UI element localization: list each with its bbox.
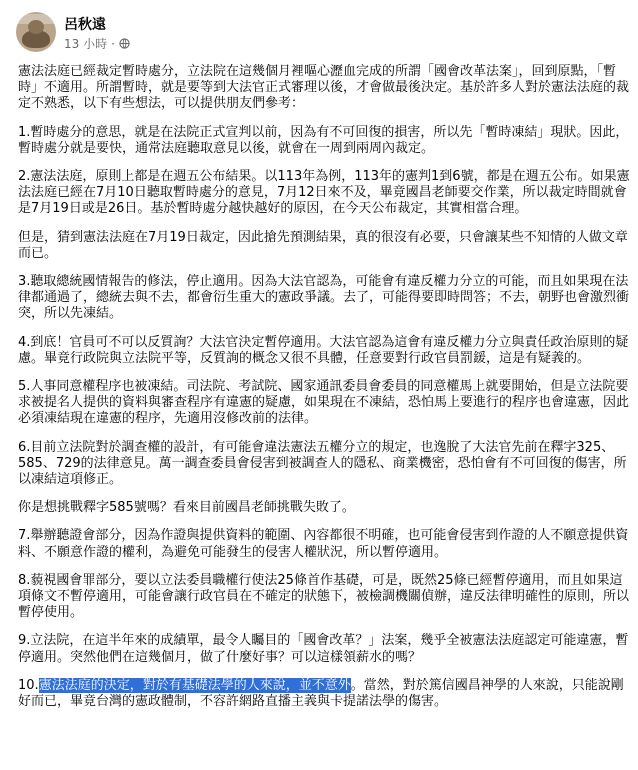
post-paragraph-intro: 憲法法庭已經裁定暫時處分，立法院在這幾個月裡嘔心瀝血完成的所謂「國會改革法案」，回到原點，「暫時」不適用。所謂暫時，就是要等到大法官正式審理以後，才會做最後決定。基於許多人對於憲法法庭的裁定不熟悉，以下有些想法，可以提供朋友們參考： bbox=[18, 64, 630, 112]
post-paragraph-3: 3.聽取總統國情報告的修法，停止適用。因為大法官認為，可能會有違反權力分立的可能，而且如果現在法律都通過了，總統去與不去，都會衍生重大的憲政爭議。去了，可能得要即時問答；不去，朝野也會激烈衝突，所以先凍結。 bbox=[18, 274, 630, 322]
post-paragraph-10 bbox=[18, 678, 630, 710]
post-paragraph-2: 2.憲法法庭，原則上都是在週五公布結果。以113年為例，113年的憲判1到6號，都是在週五公布。如果憲法法庭已經在7月10日聽取暫時處分的意見，7月12日來不及，畢竟國昌老師要交作業，所以裁定時間就會是7月19日或是26日。基於暫時處分越快越好的原因，在今天公布裁定，其實相當合理。 bbox=[18, 169, 630, 217]
post-paragraph-6: 6.目前立法院對於調查權的設計，有可能會違法憲法五權分立的規定，也逸脫了大法官先前在釋字325、585、729的法律意見。萬一調查委員會侵害到被調查人的隱私、商業機密，恐怕會有不可回復的傷害，所以凍結這項修正。 bbox=[18, 439, 627, 488]
paragraph-rest: 。當然，對於篤信國昌神學的人來說，只能說剛好而已，畢竟台灣的憲政體制，不容許網路直播主義與卡提諾法學的傷害。 bbox=[18, 677, 624, 710]
selected-text[interactable]: 憲法法庭的決定，對於有基礎法學的人來說，並不意外 bbox=[38, 677, 351, 693]
avatar[interactable] bbox=[16, 12, 56, 52]
post-paragraph-1: 1.暫時處分的意思，就是在法院正式宣判以前，因為有不可回復的損害，所以先「暫時凍結」現狀。因此，暫時處分就是要快，通常法庭聽取意見以後，就會在一周到兩周內裁定。 bbox=[18, 124, 629, 156]
post-paragraph-5: 5.人事同意權程序也被凍結。司法院、考試院、國家通訊委員會委員的同意權馬上就要開始，但是立法院要求被提名人提供的資料與審查程序有違憲的疑慮，如果現在不凍結，恐怕馬上要進行的程序也會違憲，因此必須凍結現在違憲的程序，先適用沒修改前的法律。 bbox=[18, 379, 630, 427]
post-paragraph-comment: 但是，猜到憲法法庭在7月19日裁定，因此搶先預測結果，真的很沒有必要，只會讓某些不知情的人做文章而已。 bbox=[18, 229, 628, 261]
globe-icon[interactable] bbox=[119, 38, 130, 49]
post-meta bbox=[64, 35, 130, 52]
post-paragraph-4: 4.到底！官員可不可以反質詢？大法官決定暫停適用。大法官認為這會有違反權力分立與責任政治原則的疑慮。畢竟行政院與立法院平等，反質詢的概念又很不具體，任意要對行政官員罰鍰，這是有疑義的。 bbox=[18, 334, 629, 366]
post-paragraph-9: 9.立法院，在這半年來的成績單，最令人矚目的「國會改革？」法案，幾乎全被憲法法庭認定可能違憲，暫停適用。突然他們在這幾個月，做了什麼好事？可以這樣領薪水的嗎？ bbox=[18, 633, 629, 665]
meta-separator: · bbox=[111, 36, 115, 51]
post-paragraph-585: 你是想挑戰釋字585號嗎？看來目前國昌老師挑戰失敗了。 bbox=[18, 500, 355, 516]
paragraph-number: 10. bbox=[18, 677, 39, 693]
post-header bbox=[16, 12, 616, 54]
post-body bbox=[18, 64, 630, 722]
post-paragraph-8: 8.藐視國會罪部分，要以立法委員職權行使法25條首作基礎，可是，既然25條已經暫停適用，而且如果這項條文不暫停適用，可能會讓行政官員在不確定的狀態下，被檢調機關偵辦，違反法律明確性的原則，所以暫停使用。 bbox=[18, 572, 630, 621]
post-paragraph-7: 7.舉辦聽證會部分，因為作證與提供資料的範圍、內容都很不明確，也可能會侵害到作證的人不願意提供資料、不願意作證的權利，為避免可能發生的侵害人權狀況，所以暫停適用。 bbox=[18, 528, 629, 560]
post-time[interactable]: 13 小時 bbox=[64, 37, 108, 51]
author-name[interactable]: 呂秋遠 bbox=[64, 17, 106, 33]
